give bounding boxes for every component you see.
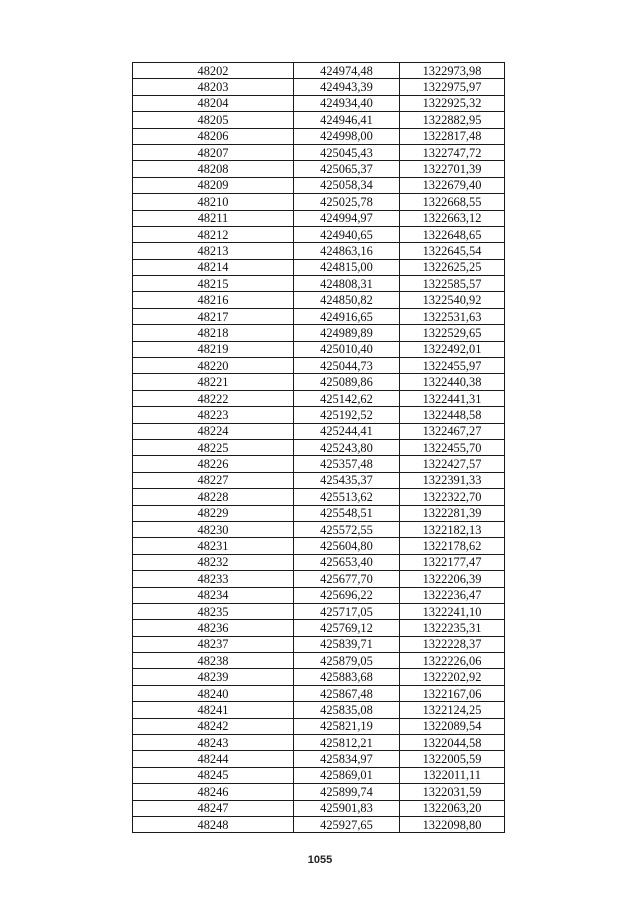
- point-number-cell: 48232: [133, 554, 294, 570]
- coordinates-table-body: [133, 63, 505, 833]
- point-number-cell: 48221: [133, 374, 294, 390]
- table-row: [133, 308, 505, 324]
- y-coordinate-cell: 1322178,62: [400, 538, 505, 554]
- coordinates-table: [132, 62, 505, 833]
- page-number: 1055: [307, 854, 333, 866]
- point-number-cell: 48240: [133, 685, 294, 701]
- x-coordinate-cell: 424940,65: [294, 226, 400, 242]
- table-row: [133, 407, 505, 423]
- point-number-cell: 48229: [133, 505, 294, 521]
- y-coordinate-cell: 1322206,39: [400, 571, 505, 587]
- point-number-cell: 48213: [133, 243, 294, 259]
- table-row: [133, 161, 505, 177]
- point-number-cell: 48224: [133, 423, 294, 439]
- y-coordinate-cell: 1322973,98: [400, 63, 505, 79]
- point-number-cell: 48233: [133, 571, 294, 587]
- y-coordinate-cell: 1322182,13: [400, 521, 505, 537]
- point-number-cell: 48243: [133, 735, 294, 751]
- y-coordinate-cell: 1322701,39: [400, 161, 505, 177]
- y-coordinate-cell: 1322467,27: [400, 423, 505, 439]
- y-coordinate-cell: 1322044,58: [400, 735, 505, 751]
- x-coordinate-cell: 425065,37: [294, 161, 400, 177]
- y-coordinate-cell: 1322005,59: [400, 751, 505, 767]
- y-coordinate-cell: 1322585,57: [400, 276, 505, 292]
- x-coordinate-cell: 424998,00: [294, 128, 400, 144]
- x-coordinate-cell: 425044,73: [294, 358, 400, 374]
- y-coordinate-cell: 1322167,06: [400, 685, 505, 701]
- table-row: [133, 554, 505, 570]
- table-row: [133, 767, 505, 783]
- table-row: [133, 439, 505, 455]
- y-coordinate-cell: 1322440,38: [400, 374, 505, 390]
- table-row: [133, 210, 505, 226]
- table-row: [133, 95, 505, 111]
- point-number-cell: 48204: [133, 95, 294, 111]
- table-row: [133, 128, 505, 144]
- x-coordinate-cell: 425869,01: [294, 767, 400, 783]
- y-coordinate-cell: 1322235,31: [400, 620, 505, 636]
- x-coordinate-cell: 425142,62: [294, 390, 400, 406]
- y-coordinate-cell: 1322441,31: [400, 390, 505, 406]
- point-number-cell: 48211: [133, 210, 294, 226]
- point-number-cell: 48215: [133, 276, 294, 292]
- point-number-cell: 48247: [133, 800, 294, 816]
- table-row: [133, 702, 505, 718]
- point-number-cell: 48205: [133, 112, 294, 128]
- x-coordinate-cell: 424989,89: [294, 325, 400, 341]
- point-number-cell: 48244: [133, 751, 294, 767]
- table-row: [133, 489, 505, 505]
- point-number-cell: 48210: [133, 194, 294, 210]
- x-coordinate-cell: 424916,65: [294, 308, 400, 324]
- table-row: [133, 800, 505, 816]
- x-coordinate-cell: 424943,39: [294, 79, 400, 95]
- table-row: [133, 669, 505, 685]
- point-number-cell: 48223: [133, 407, 294, 423]
- x-coordinate-cell: 425835,08: [294, 702, 400, 718]
- y-coordinate-cell: 1322531,63: [400, 308, 505, 324]
- y-coordinate-cell: 1322975,97: [400, 79, 505, 95]
- table-row: [133, 587, 505, 603]
- y-coordinate-cell: 1322648,65: [400, 226, 505, 242]
- point-number-cell: 48230: [133, 521, 294, 537]
- x-coordinate-cell: 425812,21: [294, 735, 400, 751]
- y-coordinate-cell: 1322663,12: [400, 210, 505, 226]
- table-row: [133, 620, 505, 636]
- y-coordinate-cell: 1322236,47: [400, 587, 505, 603]
- table-row: [133, 259, 505, 275]
- point-number-cell: 48222: [133, 390, 294, 406]
- table-row: [133, 243, 505, 259]
- point-number-cell: 48238: [133, 653, 294, 669]
- point-number-cell: 48202: [133, 63, 294, 79]
- table-row: [133, 718, 505, 734]
- table-row: [133, 390, 505, 406]
- table-row: [133, 292, 505, 308]
- x-coordinate-cell: 425243,80: [294, 439, 400, 455]
- x-coordinate-cell: 424863,16: [294, 243, 400, 259]
- x-coordinate-cell: 425821,19: [294, 718, 400, 734]
- table-row: [133, 816, 505, 832]
- point-number-cell: 48237: [133, 636, 294, 652]
- y-coordinate-cell: 1322817,48: [400, 128, 505, 144]
- y-coordinate-cell: 1322202,92: [400, 669, 505, 685]
- x-coordinate-cell: 425010,40: [294, 341, 400, 357]
- point-number-cell: 48226: [133, 456, 294, 472]
- point-number-cell: 48242: [133, 718, 294, 734]
- y-coordinate-cell: 1322925,32: [400, 95, 505, 111]
- point-number-cell: 48216: [133, 292, 294, 308]
- table-row: [133, 226, 505, 242]
- x-coordinate-cell: 424850,82: [294, 292, 400, 308]
- table-row: [133, 341, 505, 357]
- x-coordinate-cell: 425025,78: [294, 194, 400, 210]
- point-number-cell: 48246: [133, 784, 294, 800]
- y-coordinate-cell: 1322882,95: [400, 112, 505, 128]
- table-row: [133, 751, 505, 767]
- table-row: [133, 63, 505, 79]
- point-number-cell: 48220: [133, 358, 294, 374]
- y-coordinate-cell: 1322226,06: [400, 653, 505, 669]
- point-number-cell: 48231: [133, 538, 294, 554]
- point-number-cell: 48207: [133, 144, 294, 160]
- x-coordinate-cell: 425435,37: [294, 472, 400, 488]
- x-coordinate-cell: 425244,41: [294, 423, 400, 439]
- y-coordinate-cell: 1322241,10: [400, 603, 505, 619]
- x-coordinate-cell: 425899,74: [294, 784, 400, 800]
- table-row: [133, 423, 505, 439]
- x-coordinate-cell: 425604,80: [294, 538, 400, 554]
- point-number-cell: 48219: [133, 341, 294, 357]
- x-coordinate-cell: 424994,97: [294, 210, 400, 226]
- point-number-cell: 48217: [133, 308, 294, 324]
- y-coordinate-cell: 1322177,47: [400, 554, 505, 570]
- y-coordinate-cell: 1322492,01: [400, 341, 505, 357]
- point-number-cell: 48218: [133, 325, 294, 341]
- y-coordinate-cell: 1322063,20: [400, 800, 505, 816]
- table-row: [133, 521, 505, 537]
- table-row: [133, 456, 505, 472]
- x-coordinate-cell: 424946,41: [294, 112, 400, 128]
- table-row: [133, 538, 505, 554]
- table-row: [133, 636, 505, 652]
- point-number-cell: 48241: [133, 702, 294, 718]
- x-coordinate-cell: 425867,48: [294, 685, 400, 701]
- x-coordinate-cell: 425513,62: [294, 489, 400, 505]
- point-number-cell: 48245: [133, 767, 294, 783]
- table-row: [133, 472, 505, 488]
- table-row: [133, 653, 505, 669]
- y-coordinate-cell: 1322427,57: [400, 456, 505, 472]
- x-coordinate-cell: 425357,48: [294, 456, 400, 472]
- x-coordinate-cell: 425901,83: [294, 800, 400, 816]
- table-row: [133, 79, 505, 95]
- point-number-cell: 48234: [133, 587, 294, 603]
- y-coordinate-cell: 1322011,11: [400, 767, 505, 783]
- y-coordinate-cell: 1322455,97: [400, 358, 505, 374]
- table-row: [133, 112, 505, 128]
- y-coordinate-cell: 1322098,80: [400, 816, 505, 832]
- table-row: [133, 735, 505, 751]
- point-number-cell: 48239: [133, 669, 294, 685]
- point-number-cell: 48228: [133, 489, 294, 505]
- y-coordinate-cell: 1322529,65: [400, 325, 505, 341]
- x-coordinate-cell: 425572,55: [294, 521, 400, 537]
- x-coordinate-cell: 424815,00: [294, 259, 400, 275]
- point-number-cell: 48235: [133, 603, 294, 619]
- x-coordinate-cell: 425089,86: [294, 374, 400, 390]
- table-row: [133, 603, 505, 619]
- x-coordinate-cell: 425834,97: [294, 751, 400, 767]
- table-row: [133, 194, 505, 210]
- point-number-cell: 48209: [133, 177, 294, 193]
- point-number-cell: 48206: [133, 128, 294, 144]
- x-coordinate-cell: 425192,52: [294, 407, 400, 423]
- x-coordinate-cell: 425548,51: [294, 505, 400, 521]
- point-number-cell: 48248: [133, 816, 294, 832]
- x-coordinate-cell: 425677,70: [294, 571, 400, 587]
- x-coordinate-cell: 425058,34: [294, 177, 400, 193]
- point-number-cell: 48212: [133, 226, 294, 242]
- table-row: [133, 571, 505, 587]
- table-row: [133, 784, 505, 800]
- table-row: [133, 144, 505, 160]
- y-coordinate-cell: 1322668,55: [400, 194, 505, 210]
- y-coordinate-cell: 1322645,54: [400, 243, 505, 259]
- table-row: [133, 177, 505, 193]
- point-number-cell: 48214: [133, 259, 294, 275]
- point-number-cell: 48227: [133, 472, 294, 488]
- table-row: [133, 685, 505, 701]
- x-coordinate-cell: 425883,68: [294, 669, 400, 685]
- point-number-cell: 48236: [133, 620, 294, 636]
- y-coordinate-cell: 1322031,59: [400, 784, 505, 800]
- x-coordinate-cell: 425653,40: [294, 554, 400, 570]
- y-coordinate-cell: 1322089,54: [400, 718, 505, 734]
- point-number-cell: 48208: [133, 161, 294, 177]
- y-coordinate-cell: 1322391,33: [400, 472, 505, 488]
- y-coordinate-cell: 1322625,25: [400, 259, 505, 275]
- y-coordinate-cell: 1322747,72: [400, 144, 505, 160]
- table-row: [133, 358, 505, 374]
- x-coordinate-cell: 424974,48: [294, 63, 400, 79]
- x-coordinate-cell: 425769,12: [294, 620, 400, 636]
- y-coordinate-cell: 1322322,70: [400, 489, 505, 505]
- y-coordinate-cell: 1322281,39: [400, 505, 505, 521]
- x-coordinate-cell: 424808,31: [294, 276, 400, 292]
- x-coordinate-cell: 425045,43: [294, 144, 400, 160]
- y-coordinate-cell: 1322540,92: [400, 292, 505, 308]
- point-number-cell: 48203: [133, 79, 294, 95]
- y-coordinate-cell: 1322124,25: [400, 702, 505, 718]
- x-coordinate-cell: 425696,22: [294, 587, 400, 603]
- table-row: [133, 325, 505, 341]
- x-coordinate-cell: 425717,05: [294, 603, 400, 619]
- table-row: [133, 374, 505, 390]
- point-number-cell: 48225: [133, 439, 294, 455]
- y-coordinate-cell: 1322228,37: [400, 636, 505, 652]
- y-coordinate-cell: 1322455,70: [400, 439, 505, 455]
- x-coordinate-cell: 425879,05: [294, 653, 400, 669]
- x-coordinate-cell: 425927,65: [294, 816, 400, 832]
- y-coordinate-cell: 1322448,58: [400, 407, 505, 423]
- x-coordinate-cell: 425839,71: [294, 636, 400, 652]
- x-coordinate-cell: 424934,40: [294, 95, 400, 111]
- table-row: [133, 505, 505, 521]
- table-row: [133, 276, 505, 292]
- y-coordinate-cell: 1322679,40: [400, 177, 505, 193]
